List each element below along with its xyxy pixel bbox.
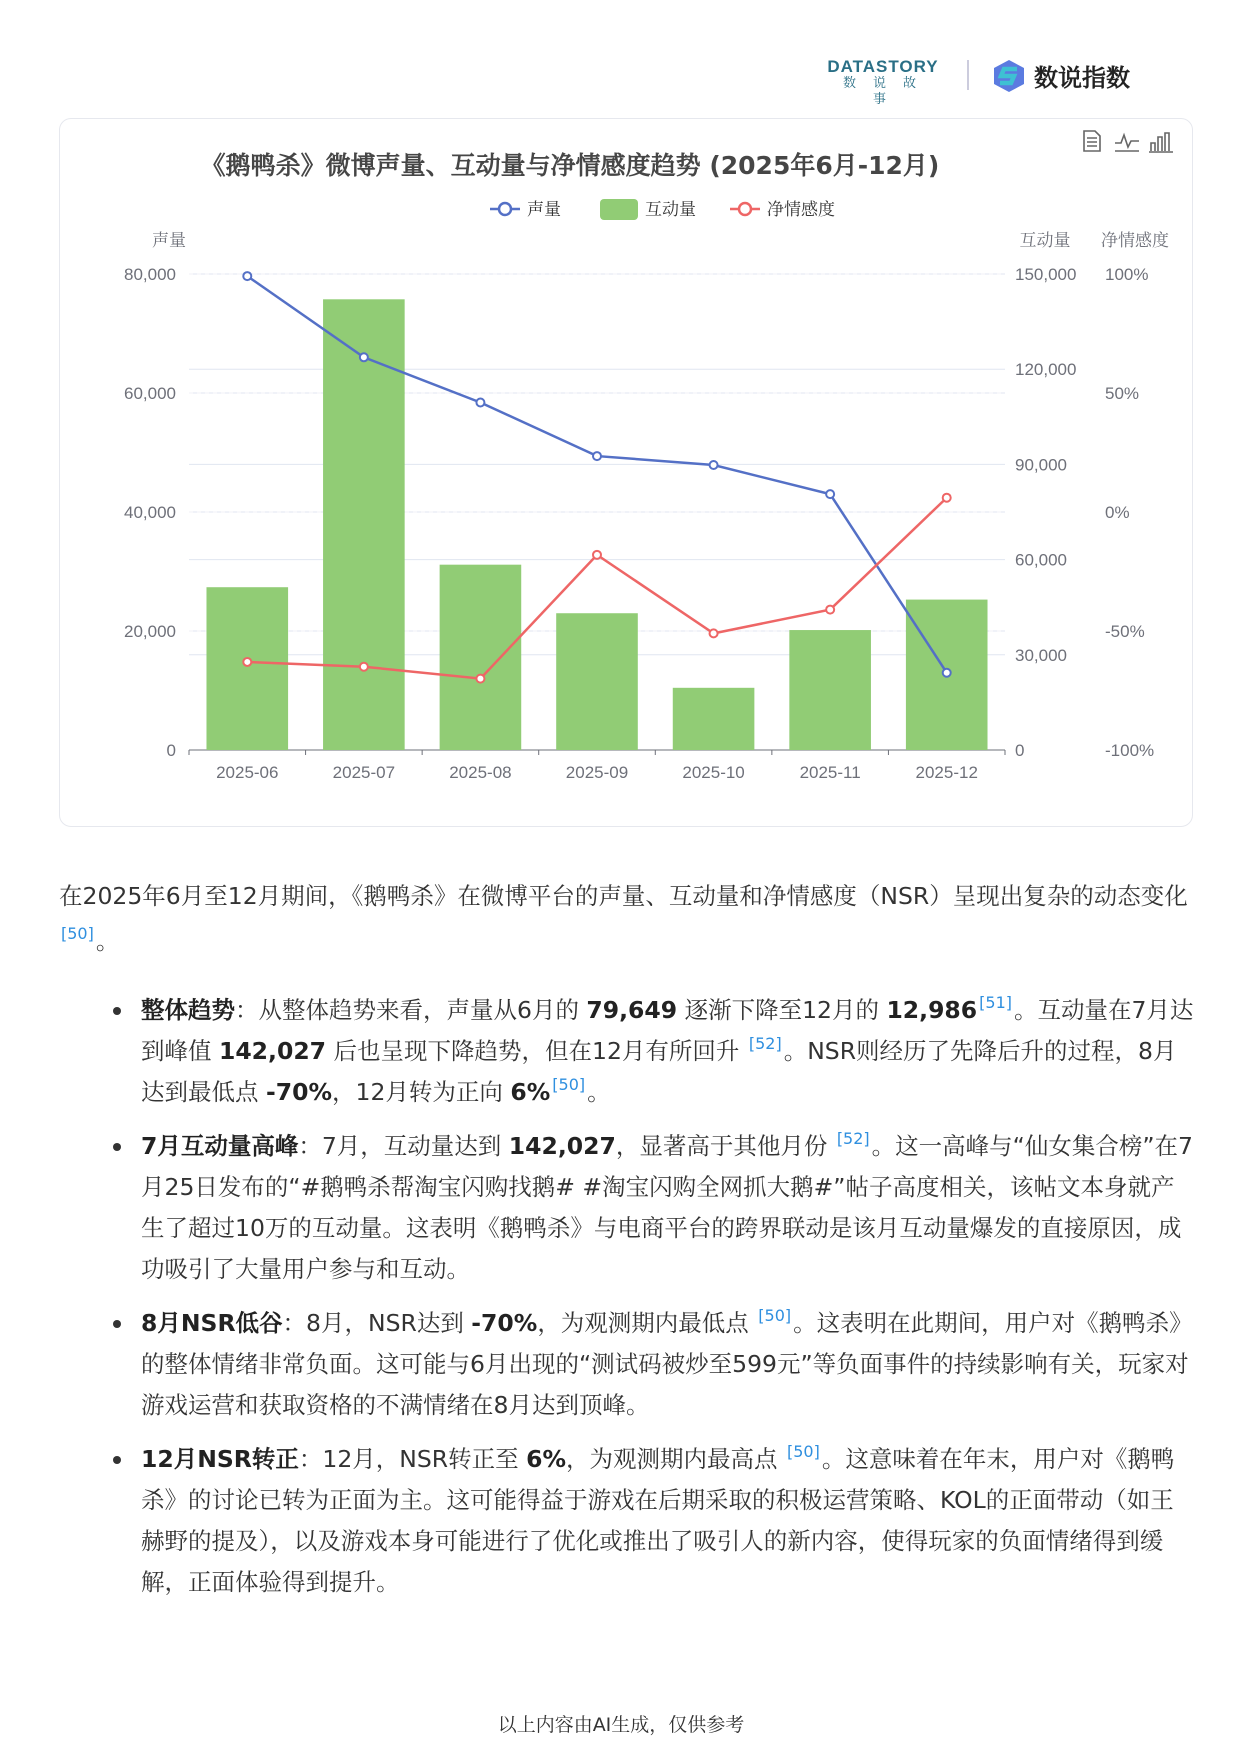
- bullet-text: 。这表明在此期间，用户对《鹅鸭杀》的整体情绪非常负面。这可能与6月出现的“测试码被炒至599元”等负面事件的持续影响有关，玩家对游戏运营和获取资格的不满情绪在8月达到顶峰。: [141, 1309, 1193, 1419]
- bullet-text: ，为观测期内最低点: [537, 1309, 757, 1337]
- bullet-title: 12月NSR转正: [141, 1445, 299, 1473]
- shuoshuo-index-logo: 数说指数: [992, 58, 1130, 93]
- nsr-axis-name: 净情感度: [1101, 231, 1169, 250]
- left-axis-tick-label: 80,000: [124, 265, 176, 284]
- legend-bar-icon: [600, 199, 638, 220]
- intro-paragraph: 在2025年6月至12月期间，《鹅鸭杀》在微博平台的声量、互动量和净情感度（NSR）呈现出复杂的动态变化[50]。: [59, 882, 1188, 955]
- nsr-axis-tick-label: -100%: [1105, 741, 1155, 760]
- legend-marker-icon: [739, 203, 751, 215]
- bullet-text: 。: [587, 1078, 611, 1106]
- bullet-text: 。互动量在7月达到峰值: [141, 996, 1194, 1065]
- bullet-item: [104, 1126, 1194, 1290]
- bullet-text: ：8月，NSR达到: [282, 1309, 472, 1337]
- x-axis-tick-label: 2025-10: [682, 763, 745, 782]
- highlight-value: 79,649: [586, 996, 678, 1024]
- x-axis-tick-label: 2025-07: [332, 763, 396, 782]
- chart-title: 《鹅鸭杀》微博声量、互动量与净情感度趋势 (2025年6月-12月): [200, 151, 940, 180]
- bullet-text: ，12月转为正向: [332, 1078, 511, 1106]
- volume-point: [360, 353, 368, 361]
- left-axis-tick-label: 60,000: [124, 384, 176, 403]
- citation-link[interactable]: [50]: [786, 1442, 820, 1461]
- volume-point: [826, 490, 834, 498]
- nsr-axis-tick-label: 0%: [1105, 503, 1130, 522]
- nsr-point: [943, 494, 951, 502]
- legend-marker-icon: [499, 203, 511, 215]
- left-axis-tick-label: 0: [166, 741, 176, 760]
- nsr-point: [476, 675, 484, 683]
- bar-interaction: [440, 565, 522, 750]
- bullet-title: 7月互动量高峰: [141, 1132, 299, 1160]
- highlight-value: 12,986: [886, 996, 978, 1024]
- volume-point: [593, 452, 601, 460]
- highlight-value: -70%: [265, 1078, 332, 1106]
- bullet-text: ：7月，互动量达到: [298, 1132, 509, 1160]
- bullet-text: ，显著高于其他月份: [615, 1132, 835, 1160]
- bullet-text: 。NSR则经历了先降后升的过程，8月达到最低点: [141, 1037, 1177, 1106]
- citation-link[interactable]: [52]: [836, 1129, 870, 1148]
- x-axis-tick-label: 2025-08: [449, 763, 512, 782]
- bullet-text: 后也呈现下降趋势，但在12月有所回升: [326, 1037, 747, 1065]
- bullet-item: [104, 1439, 1194, 1603]
- right-axis-tick-label: 90,000: [1015, 455, 1067, 475]
- bar-interaction: [789, 630, 871, 750]
- citation-link[interactable]: [50]: [552, 1075, 586, 1094]
- highlight-value: 6%: [526, 1445, 566, 1473]
- nsr-point: [360, 663, 368, 671]
- bullet-text: 。这一高峰与“仙女集合榜”在7月25日发布的“#鹅鸭杀帮淘宝闪购找鹅# #淘宝闪购全网抓大鹅#”帖子高度相关，该帖文本身就产生了超过10万的互动量。这表明《鹅鸭杀》与电商平台的跨界联动是该月互动量爆发的直接原因，成功吸引了大量用户参与和互动。: [141, 1132, 1193, 1283]
- volume-point: [710, 461, 718, 469]
- chart: [0, 0, 1242, 830]
- right-axis-tick-label: 150,000: [1015, 265, 1077, 284]
- citation-link[interactable]: [52]: [748, 1034, 782, 1053]
- nsr-point: [710, 629, 718, 637]
- bullet-item: [104, 1303, 1194, 1426]
- nsr-point: [243, 658, 251, 666]
- right-axis-tick-label: 0: [1015, 741, 1025, 760]
- bar-interaction: [556, 613, 638, 750]
- highlight-value: -70%: [471, 1309, 538, 1337]
- bar-interaction: [206, 587, 288, 750]
- bullet-title: 8月NSR低谷: [141, 1309, 283, 1337]
- right-axis-tick-label: 60,000: [1015, 550, 1067, 570]
- left-axis-tick-label: 40,000: [124, 503, 176, 522]
- volume-point: [476, 399, 484, 407]
- bullet-text: 。这意味着在年末，用户对《鹅鸭杀》的讨论已转为正面为主。这可能得益于游戏在后期采取的积极运营策略、KOL的正面带动（如王赫野的提及），以及游戏本身可能进行了优化或推出了吸引人的新内容，使得玩家的负面情绪得到缓解，正面体验得到提升。: [141, 1445, 1175, 1596]
- bullet-text: ：从整体趋势来看，声量从6月的: [235, 996, 587, 1024]
- nsr-point: [826, 606, 834, 614]
- bullet-title: 整体趋势: [141, 996, 235, 1024]
- legend-label: 声量: [527, 200, 561, 219]
- left-axis-name: 声量: [152, 231, 186, 250]
- highlight-value: 142,027: [508, 1132, 616, 1160]
- volume-point: [243, 272, 251, 280]
- citation-link[interactable]: [50]: [61, 924, 94, 943]
- bullet-text: ：12月，NSR转正至: [298, 1445, 527, 1473]
- bullet-list: [104, 990, 1194, 1616]
- nsr-point: [593, 551, 601, 559]
- x-axis-tick-label: 2025-12: [915, 763, 978, 782]
- bullet-text: ，为观测期内最高点: [566, 1445, 785, 1473]
- x-axis-tick-label: 2025-06: [216, 763, 279, 782]
- right-axis-name: 互动量: [1019, 231, 1071, 250]
- left-axis-tick-label: 20,000: [124, 622, 176, 641]
- x-axis-tick-label: 2025-09: [565, 763, 629, 782]
- datastory-logo: DATASTORY 数说故事: [827, 57, 939, 107]
- highlight-value: 6%: [510, 1078, 551, 1106]
- legend-label: 净情感度: [767, 200, 835, 219]
- nsr-axis-tick-label: 100%: [1105, 265, 1149, 284]
- right-axis-tick-label: 30,000: [1015, 645, 1067, 665]
- legend-label: 互动量: [645, 200, 696, 219]
- bar-interaction: [323, 299, 405, 750]
- bar-interaction: [673, 688, 755, 750]
- bullet-text: 逐渐下降至12月的: [677, 996, 887, 1024]
- bullet-item: [104, 990, 1194, 1113]
- x-axis-tick-label: 2025-11: [799, 763, 861, 782]
- nsr-axis-tick-label: -50%: [1105, 622, 1145, 641]
- volume-point: [943, 669, 951, 677]
- citation-link[interactable]: [50]: [758, 1306, 792, 1325]
- ai-disclaimer: 以上内容由AI生成，仅供参考: [497, 1714, 745, 1736]
- right-axis-tick-label: 120,000: [1015, 360, 1077, 380]
- citation-link[interactable]: [51]: [979, 993, 1012, 1012]
- highlight-value: 142,027: [218, 1037, 327, 1065]
- nsr-axis-tick-label: 50%: [1105, 384, 1140, 403]
